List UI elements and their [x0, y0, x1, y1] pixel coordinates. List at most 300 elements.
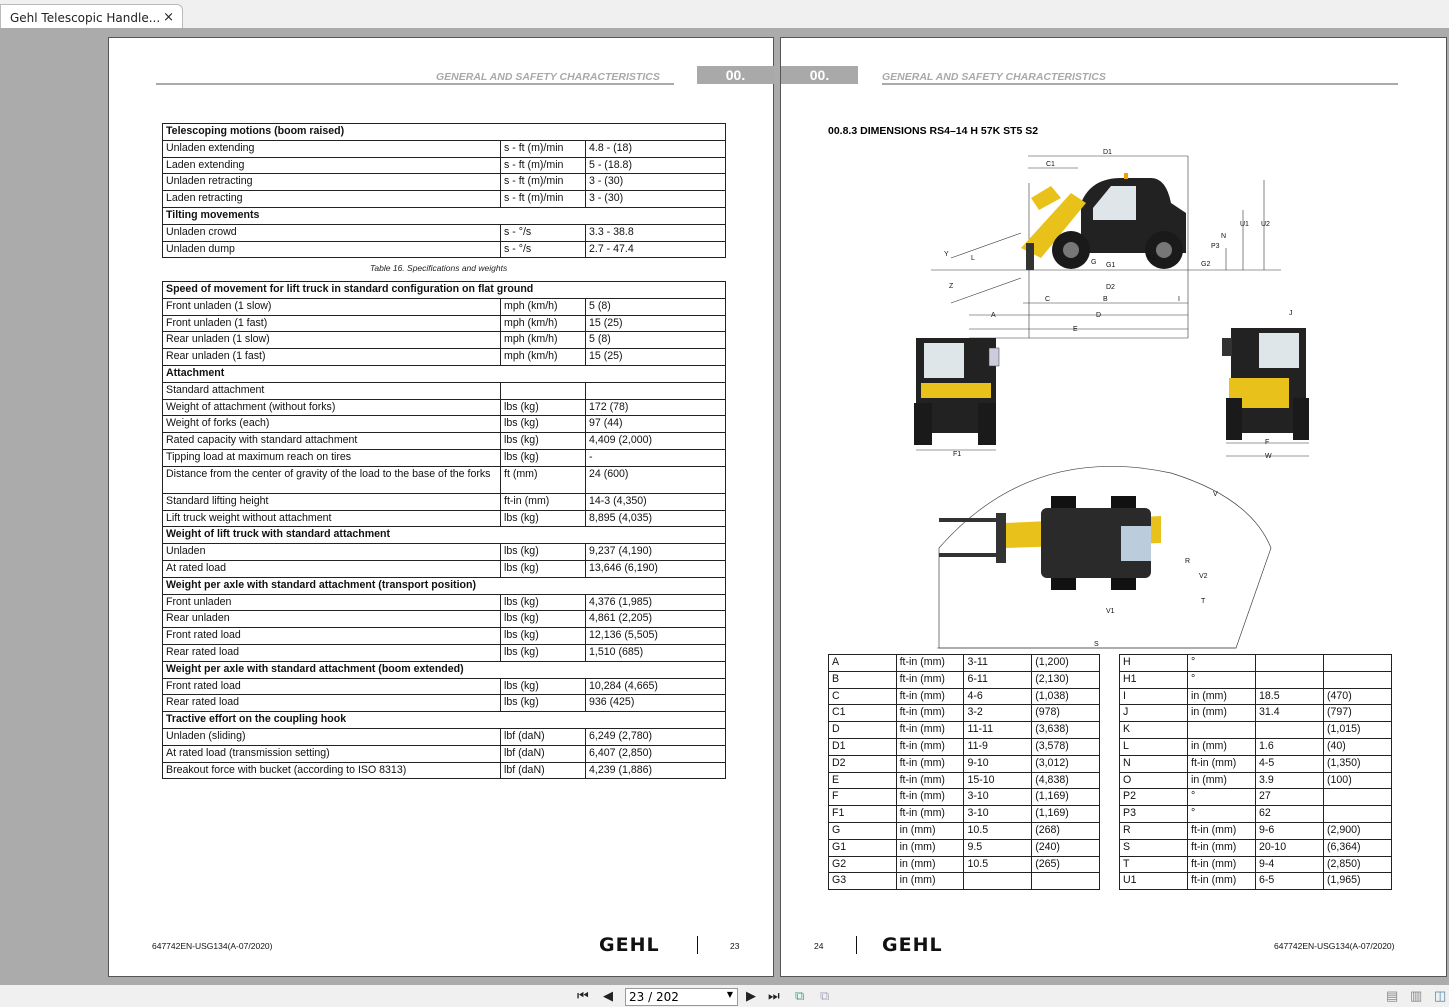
dimension-imperial: 31.4: [1256, 705, 1324, 722]
spec-unit: mph (km/h): [501, 349, 586, 366]
dimension-metric: (265): [1032, 856, 1100, 873]
first-page-button[interactable]: ⏮: [577, 988, 589, 1003]
dimension-imperial: 3-10: [964, 789, 1032, 806]
dimension-code: H1: [1120, 671, 1188, 688]
single-page-view-icon[interactable]: ▤: [1386, 988, 1399, 1003]
dimension-unit: ft-in (mm): [896, 789, 964, 806]
spec-label: Front rated load: [163, 678, 501, 695]
dimension-code: K: [1120, 722, 1188, 739]
spec-label: Front unladen (1 fast): [163, 315, 501, 332]
dimension-label-c1: C1: [1046, 161, 1055, 168]
dimension-metric: (2,900): [1324, 822, 1392, 839]
section-row: [163, 282, 726, 299]
dimension-label-b: B: [1103, 296, 1108, 303]
spec-value: 6,249 (2,780): [586, 728, 726, 745]
spec-label: Unladen: [163, 544, 501, 561]
dimension-code: L: [1120, 738, 1188, 755]
spec-value: 3 - (30): [586, 191, 726, 208]
spec-value: 4,239 (1,886): [586, 762, 726, 779]
spec-unit: s - ft (m)/min: [501, 174, 586, 191]
dimension-unit: in (mm): [896, 822, 964, 839]
dimension-label-n: N: [1221, 233, 1227, 240]
dimension-imperial: 6-5: [1256, 873, 1324, 890]
page-number: 24: [814, 941, 824, 951]
table-row: [163, 332, 726, 349]
page-number-input[interactable]: [625, 988, 738, 1006]
dimension-row: [829, 688, 1100, 705]
dimension-label-c: C: [1045, 296, 1051, 303]
spec-value: 5 - (18.8): [586, 157, 726, 174]
dimension-unit: in (mm): [896, 856, 964, 873]
dimension-imperial: [1256, 722, 1324, 739]
dimension-unit: in (mm): [896, 839, 964, 856]
dimension-unit: ft-in (mm): [1188, 822, 1256, 839]
dimension-metric: (1,169): [1032, 806, 1100, 823]
dimension-row: [1120, 671, 1392, 688]
spec-label: Standard attachment: [163, 382, 501, 399]
dimension-metric: [1324, 671, 1392, 688]
dimension-row: [1120, 655, 1392, 672]
table-row: [163, 728, 726, 745]
spec-value: 24 (600): [586, 466, 726, 493]
spec-value: -: [586, 449, 726, 466]
spec-label: Standard lifting height: [163, 493, 501, 510]
dimension-code: D1: [829, 738, 897, 755]
dimension-unit: ft-in (mm): [896, 722, 964, 739]
dimension-imperial: 3-2: [964, 705, 1032, 722]
dimensions-table-right: [1119, 654, 1392, 890]
spec-unit: lbs (kg): [501, 510, 586, 527]
table-row: [163, 399, 726, 416]
dimension-row: [829, 655, 1100, 672]
dimension-code: P2: [1120, 789, 1188, 806]
spec-label: Rear unladen: [163, 611, 501, 628]
dimension-imperial: 9-4: [1256, 856, 1324, 873]
dimension-imperial: 1.6: [1256, 738, 1324, 755]
dimension-row: [829, 839, 1100, 856]
section-row: [163, 124, 726, 141]
dimension-metric: (240): [1032, 839, 1100, 856]
spec-unit: lbs (kg): [501, 399, 586, 416]
section-row: [163, 527, 726, 544]
spec-unit: s - °/s: [501, 224, 586, 241]
dimension-imperial: 18.5: [1256, 688, 1324, 705]
dimension-code: D: [829, 722, 897, 739]
last-page-button[interactable]: ⏭: [768, 988, 780, 1003]
spec-label: Front unladen: [163, 594, 501, 611]
dimension-imperial: 20-10: [1256, 839, 1324, 856]
section-heading: Tilting movements: [163, 207, 726, 224]
dimension-code: G2: [829, 856, 897, 873]
front-view: [914, 338, 999, 450]
dimension-unit: ft-in (mm): [896, 772, 964, 789]
dimension-row: [829, 856, 1100, 873]
dimension-unit: °: [1188, 789, 1256, 806]
dimension-metric: (797): [1324, 705, 1392, 722]
spec-label: Laden retracting: [163, 191, 501, 208]
dimension-label-d1: D1: [1103, 149, 1112, 156]
dimension-row: [1120, 772, 1392, 789]
spec-unit: lbs (kg): [501, 611, 586, 628]
spec-label: Front unladen (1 slow): [163, 298, 501, 315]
dimension-label-r: R: [1185, 558, 1191, 565]
spec-unit: s - ft (m)/min: [501, 157, 586, 174]
dimension-row: [1120, 806, 1392, 823]
dimension-row: [829, 789, 1100, 806]
table-row: [163, 560, 726, 577]
dimension-unit: °: [1188, 655, 1256, 672]
dimension-code: I: [1120, 688, 1188, 705]
section-heading: Telescoping motions (boom raised): [163, 124, 726, 141]
spec-label: Tipping load at maximum reach on tires: [163, 449, 501, 466]
dimensions-diagram: [781, 38, 1448, 658]
table-row: [163, 544, 726, 561]
previous-page-button[interactable]: ◀: [603, 988, 613, 1003]
footer-divider: [856, 936, 857, 954]
dimension-imperial: 9-6: [1256, 822, 1324, 839]
dimension-imperial: 3-10: [964, 806, 1032, 823]
dimension-label-u1: U1: [1240, 221, 1249, 228]
dimension-code: J: [1120, 705, 1188, 722]
table-row: [163, 644, 726, 661]
table-row: [163, 298, 726, 315]
dimension-row: [1120, 738, 1392, 755]
dimension-imperial: 3-11: [964, 655, 1032, 672]
spec-value: 4,861 (2,205): [586, 611, 726, 628]
dimension-metric: [1324, 655, 1392, 672]
table-row: [163, 315, 726, 332]
dimension-label-w: W: [1265, 453, 1272, 460]
spec-value: 5 (8): [586, 298, 726, 315]
chevron-down-icon[interactable]: ▼: [726, 990, 733, 999]
dimension-code: A: [829, 655, 897, 672]
dimension-row: [829, 822, 1100, 839]
dimension-label-p3: P3: [1211, 243, 1220, 250]
spec-value: 936 (425): [586, 695, 726, 712]
header-rule: [156, 83, 674, 85]
dimension-code: C: [829, 688, 897, 705]
spec-value: 9,237 (4,190): [586, 544, 726, 561]
section-heading: Weight of lift truck with standard attachment: [163, 527, 726, 544]
section-heading: Attachment: [163, 365, 726, 382]
spec-label: At rated load (transmission setting): [163, 745, 501, 762]
dimension-metric: (470): [1324, 688, 1392, 705]
dimension-row: [829, 738, 1100, 755]
spec-value: 3.3 - 38.8: [586, 224, 726, 241]
dimension-metric: (6,364): [1324, 839, 1392, 856]
dimension-imperial: 9-10: [964, 755, 1032, 772]
top-view: [937, 466, 1271, 648]
dimension-imperial: 15-10: [964, 772, 1032, 789]
continuous-view-icon[interactable]: ▥: [1410, 988, 1423, 1003]
dimension-imperial: 10.5: [964, 822, 1032, 839]
dimensions-table-left: [828, 654, 1100, 890]
dimension-unit: in (mm): [1188, 705, 1256, 722]
rotate-left-icon[interactable]: ⧉: [795, 988, 805, 1003]
dimension-imperial: 3.9: [1256, 772, 1324, 789]
dimension-row: [829, 705, 1100, 722]
table-row: [163, 224, 726, 241]
dimension-metric: (1,169): [1032, 789, 1100, 806]
dimension-imperial: 62: [1256, 806, 1324, 823]
dimension-label-v2: V2: [1199, 573, 1208, 580]
table-row: [163, 449, 726, 466]
dimension-label-e: E: [1073, 326, 1078, 333]
dimension-label-t: T: [1201, 598, 1206, 605]
spec-value: 13,646 (6,190): [586, 560, 726, 577]
dimension-unit: ft-in (mm): [896, 655, 964, 672]
section-heading: Speed of movement for lift truck in standard configuration on flat ground: [163, 282, 726, 299]
spec-value: 172 (78): [586, 399, 726, 416]
spec-label: Rear unladen (1 slow): [163, 332, 501, 349]
dimension-metric: (1,350): [1324, 755, 1392, 772]
dimension-imperial: [964, 873, 1032, 890]
chapter-badge: 00.: [697, 66, 774, 84]
dimension-row: [1120, 688, 1392, 705]
spec-unit: s - °/s: [501, 241, 586, 258]
spec-unit: lbs (kg): [501, 628, 586, 645]
section-row: [163, 207, 726, 224]
table-row: [163, 140, 726, 157]
spec-value: 3 - (30): [586, 174, 726, 191]
dimension-row: [829, 671, 1100, 688]
dimension-metric: (2,850): [1324, 856, 1392, 873]
dimension-metric: [1324, 789, 1392, 806]
spec-label: Weight of forks (each): [163, 416, 501, 433]
dimension-code: F1: [829, 806, 897, 823]
spec-unit: lbf (daN): [501, 745, 586, 762]
next-page-button[interactable]: ▶: [746, 988, 756, 1003]
dimension-unit: ft-in (mm): [1188, 755, 1256, 772]
spec-unit: lbs (kg): [501, 544, 586, 561]
dimension-imperial: 9.5: [964, 839, 1032, 856]
spec-value: 2.7 - 47.4: [586, 241, 726, 258]
table-row: [163, 433, 726, 450]
spec-label: Rear rated load: [163, 695, 501, 712]
page-header: GENERAL AND SAFETY CHARACTERISTICS: [882, 71, 1106, 83]
gehl-logo: GEHL: [599, 934, 660, 956]
table-caption: Table 16. Specifications and weights: [370, 263, 508, 273]
table-row: [163, 466, 726, 493]
table-row: [163, 157, 726, 174]
dimension-label-g2: G2: [1201, 261, 1211, 268]
dimension-unit: ft-in (mm): [1188, 839, 1256, 856]
dimension-code: D2: [829, 755, 897, 772]
dimension-imperial: [1256, 671, 1324, 688]
spec-unit: lbf (daN): [501, 728, 586, 745]
dimension-metric: (1,965): [1324, 873, 1392, 890]
table-row: [163, 416, 726, 433]
rear-view: [1222, 328, 1309, 456]
dimension-code: U1: [1120, 873, 1188, 890]
side-view-body: [1021, 173, 1186, 270]
spec-unit: mph (km/h): [501, 298, 586, 315]
table-row: [163, 745, 726, 762]
document-tab[interactable]: [0, 4, 183, 28]
dimension-code: B: [829, 671, 897, 688]
spec-value: 15 (25): [586, 315, 726, 332]
close-tab-icon[interactable]: ×: [163, 10, 174, 25]
dimension-label-v1: V1: [1106, 608, 1115, 615]
spec-value: 97 (44): [586, 416, 726, 433]
dimension-label-f: F: [1265, 439, 1270, 446]
table-row: [163, 510, 726, 527]
spec-unit: mph (km/h): [501, 315, 586, 332]
dimension-code: G1: [829, 839, 897, 856]
dimension-row: [1120, 755, 1392, 772]
dimension-metric: (268): [1032, 822, 1100, 839]
spec-unit: s - ft (m)/min: [501, 191, 586, 208]
dimension-label-i: I: [1178, 296, 1180, 303]
dimension-unit: °: [1188, 671, 1256, 688]
spec-label: Front rated load: [163, 628, 501, 645]
dimension-row: [1120, 839, 1392, 856]
dimension-unit: ft-in (mm): [1188, 856, 1256, 873]
dimension-label-v: V: [1213, 491, 1218, 498]
dimension-code: H: [1120, 655, 1188, 672]
footer-divider: [697, 936, 698, 954]
spec-unit: lbs (kg): [501, 644, 586, 661]
dimension-metric: (1,200): [1032, 655, 1100, 672]
section-heading: Weight per axle with standard attachment (transport position): [163, 577, 726, 594]
spec-label: Unladen (sliding): [163, 728, 501, 745]
spec-label: Distance from the center of gravity of the load to the base of the forks: [163, 466, 501, 493]
dimension-unit: ft-in (mm): [896, 671, 964, 688]
dimension-metric: (978): [1032, 705, 1100, 722]
dimension-row: [829, 755, 1100, 772]
section-row: [163, 365, 726, 382]
section-row: [163, 661, 726, 678]
chapter-badge: 00.: [781, 66, 858, 84]
dimension-unit: ft-in (mm): [1188, 873, 1256, 890]
table-row: [163, 241, 726, 258]
spec-label: Breakout force with bucket (according to ISO 8313): [163, 762, 501, 779]
dimension-row: [1120, 722, 1392, 739]
dimension-label-p2: P2: [1147, 255, 1156, 262]
spec-label: Weight of attachment (without forks): [163, 399, 501, 416]
dimension-imperial: 27: [1256, 789, 1324, 806]
spec-unit: lbs (kg): [501, 560, 586, 577]
spec-value: [586, 382, 726, 399]
spec-label: Lift truck weight without attachment: [163, 510, 501, 527]
dimension-row: [829, 873, 1100, 890]
tab-bar: [0, 0, 1449, 28]
dimension-label-g1: G1: [1106, 262, 1116, 269]
dimension-metric: (3,578): [1032, 738, 1100, 755]
spec-label: Unladen extending: [163, 140, 501, 157]
gehl-logo: GEHL: [882, 934, 943, 956]
dimension-code: F: [829, 789, 897, 806]
dimension-unit: ft-in (mm): [896, 738, 964, 755]
spec-unit: lbs (kg): [501, 449, 586, 466]
dimension-metric: (100): [1324, 772, 1392, 789]
dimension-imperial: 11-11: [964, 722, 1032, 739]
dimension-metric: (3,638): [1032, 722, 1100, 739]
dimension-label-u2: U2: [1261, 221, 1270, 228]
dimension-metric: (40): [1324, 738, 1392, 755]
table-row: [163, 678, 726, 695]
dimension-unit: °: [1188, 806, 1256, 823]
dimension-row: [829, 806, 1100, 823]
spec-value: 10,284 (4,665): [586, 678, 726, 695]
spec-unit: [501, 382, 586, 399]
section-row: [163, 577, 726, 594]
two-page-view-icon[interactable]: ◫: [1434, 988, 1447, 1003]
spec-value: 6,407 (2,850): [586, 745, 726, 762]
dimension-code: O: [1120, 772, 1188, 789]
dimension-imperial: [1256, 655, 1324, 672]
dimension-row: [1120, 789, 1392, 806]
document-code: 647742EN-USG134(A-07/2020): [152, 941, 273, 951]
dimension-row: [829, 772, 1100, 789]
dimension-row: [829, 722, 1100, 739]
dimension-unit: in (mm): [1188, 738, 1256, 755]
dimension-metric: (2,130): [1032, 671, 1100, 688]
page-23: [108, 37, 774, 977]
spec-unit: lbs (kg): [501, 433, 586, 450]
dimension-row: [1120, 822, 1392, 839]
dimension-unit: in (mm): [896, 873, 964, 890]
dimension-code: P3: [1120, 806, 1188, 823]
spec-unit: lbs (kg): [501, 695, 586, 712]
dimension-row: [1120, 705, 1392, 722]
dimension-row: [1120, 873, 1392, 890]
dimension-label-f1: F1: [953, 451, 962, 458]
spec-label: Unladen crowd: [163, 224, 501, 241]
table-row: [163, 493, 726, 510]
spec-unit: lbs (kg): [501, 416, 586, 433]
dimension-unit: ft-in (mm): [896, 755, 964, 772]
dimension-metric: (3,012): [1032, 755, 1100, 772]
table-row: [163, 695, 726, 712]
page-number-value: 23 / 202: [629, 990, 679, 1004]
spec-value: 12,136 (5,505): [586, 628, 726, 645]
section-heading: Weight per axle with standard attachment (boom extended): [163, 661, 726, 678]
rotate-right-icon[interactable]: ⧉: [820, 988, 830, 1003]
spec-value: 4.8 - (18): [586, 140, 726, 157]
spec-value: 4,376 (1,985): [586, 594, 726, 611]
dimension-unit: ft-in (mm): [896, 705, 964, 722]
dimension-code: T: [1120, 856, 1188, 873]
dimension-metric: (1,038): [1032, 688, 1100, 705]
spec-unit: ft (mm): [501, 466, 586, 493]
spec-label: Rear rated load: [163, 644, 501, 661]
table-row: [163, 611, 726, 628]
document-code: 647742EN-USG134(A-07/2020): [1274, 941, 1395, 951]
spec-value: 5 (8): [586, 332, 726, 349]
dimension-unit: in (mm): [1188, 688, 1256, 705]
dimension-label-s: S: [1094, 641, 1099, 648]
spec-unit: lbs (kg): [501, 594, 586, 611]
spec-unit: mph (km/h): [501, 332, 586, 349]
spec-label: Laden extending: [163, 157, 501, 174]
dimension-unit: ft-in (mm): [896, 688, 964, 705]
spec-label: Unladen retracting: [163, 174, 501, 191]
dimension-imperial: 6-11: [964, 671, 1032, 688]
dimension-label-g: G: [1091, 259, 1097, 266]
table-row: [163, 628, 726, 645]
spec-value: 15 (25): [586, 349, 726, 366]
spec-unit: ft-in (mm): [501, 493, 586, 510]
dimension-row: [1120, 856, 1392, 873]
spec-value: 14-3 (4,350): [586, 493, 726, 510]
dimension-imperial: 11-9: [964, 738, 1032, 755]
dimension-metric: [1324, 806, 1392, 823]
specifications-table: [162, 281, 726, 779]
dimension-label-z: Z: [949, 283, 954, 290]
dimension-metric: (4,838): [1032, 772, 1100, 789]
spec-label: Unladen dump: [163, 241, 501, 258]
